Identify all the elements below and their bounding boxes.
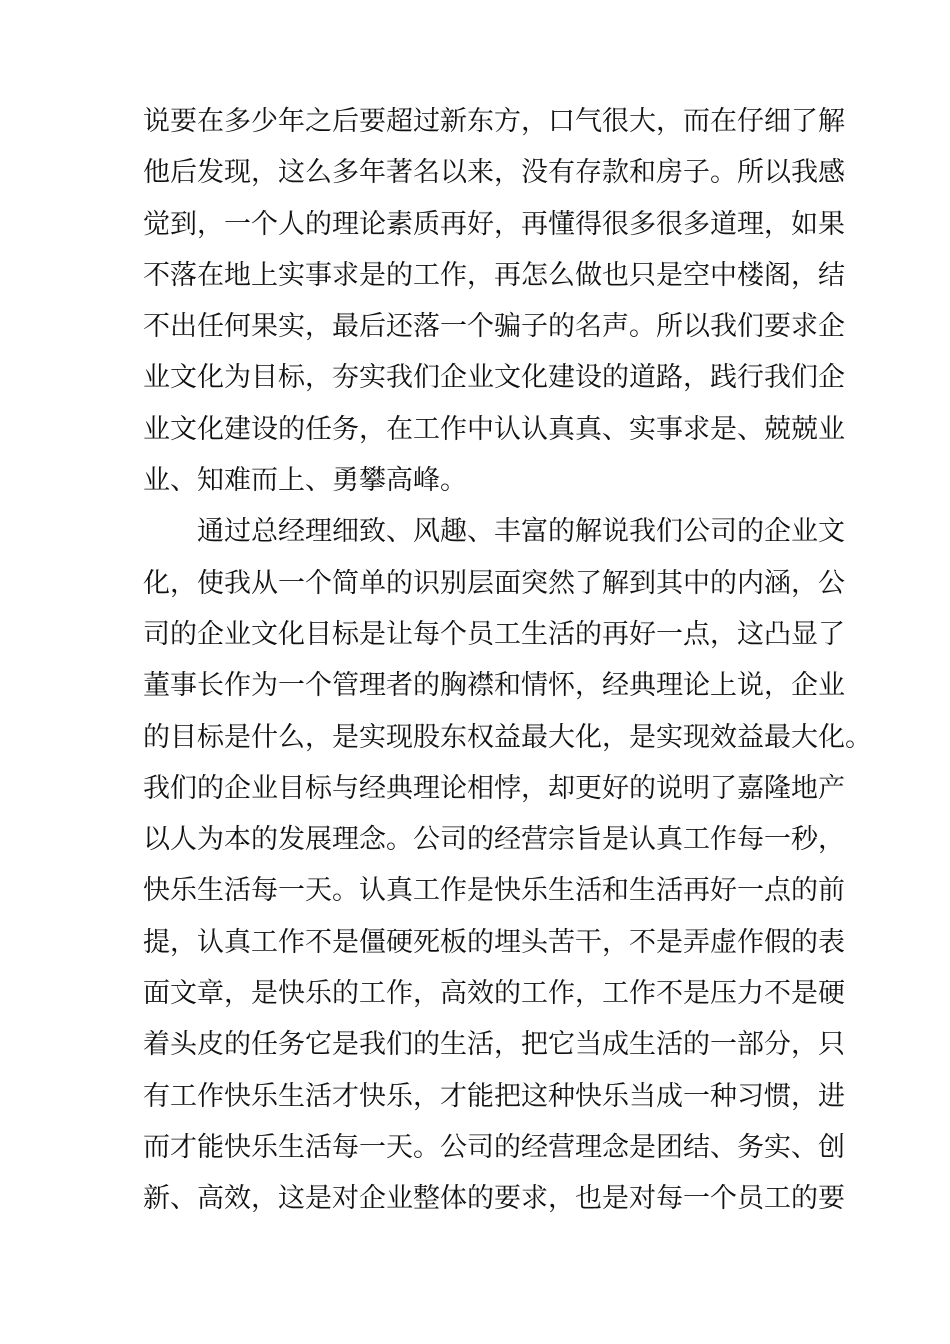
- text-line: 我们的企业目标与经典理论相悖，却更好的说明了嘉隆地产: [143, 772, 845, 804]
- text-line: 业文化为目标，夯实我们企业文化建设的道路，践行我们企: [143, 362, 845, 394]
- text-line: 以人为本的发展理念。公司的经营宗旨是认真工作每一秒，: [143, 824, 845, 856]
- text-line: 新、高效，这是对企业整体的要求，也是对每一个员工的要: [143, 1183, 845, 1215]
- text-line: 业、知难而上、勇攀高峰。: [143, 465, 467, 497]
- text-line: 司的企业文化目标是让每个员工生活的再好一点，这凸显了: [143, 618, 845, 650]
- body-text: [143, 96, 872, 1225]
- text-line: 化，使我从一个简单的识别层面突然了解到其中的内涵，公: [143, 567, 845, 599]
- text-line: 面文章，是快乐的工作，高效的工作，工作不是压力不是硬: [143, 978, 845, 1010]
- text-line: 通过总经理细致、风趣、丰富的解说我们公司的企业文: [197, 516, 845, 548]
- text-line: 不出任何果实，最后还落一个骗子的名声。所以我们要求企: [143, 311, 845, 343]
- text-line: 业文化建设的任务，在工作中认认真真、实事求是、兢兢业: [143, 413, 845, 445]
- text-line: 提，认真工作不是僵硬死板的埋头苦干，不是弄虚作假的表: [143, 926, 845, 958]
- text-line: 他后发现，这么多年著名以来，没有存款和房子。所以我感: [143, 157, 845, 189]
- text-line: 有工作快乐生活才快乐，才能把这种快乐当成一种习惯，进: [143, 1080, 845, 1112]
- text-line: 说要在多少年之后要超过新东方，口气很大，而在仔细了解: [143, 106, 845, 137]
- text-line: 而才能快乐生活每一天。公司的经营理念是团结、务实、创: [143, 1131, 845, 1163]
- text-line: 快乐生活每一天。认真工作是快乐生活和生活再好一点的前: [143, 875, 845, 907]
- text-line: 不落在地上实事求是的工作，再怎么做也只是空中楼阁，结: [143, 259, 845, 291]
- text-line: 董事长作为一个管理者的胸襟和情怀，经典理论上说，企业: [143, 670, 845, 702]
- text-line: 的目标是什么，是实现股东权益最大化，是实现效益最大化。: [143, 721, 872, 753]
- text-line: 觉到，一个人的理论素质再好，再懂得很多很多道理，如果: [143, 208, 845, 240]
- text-line: 着头皮的任务它是我们的生活，把它当成生活的一部分，只: [143, 1029, 845, 1061]
